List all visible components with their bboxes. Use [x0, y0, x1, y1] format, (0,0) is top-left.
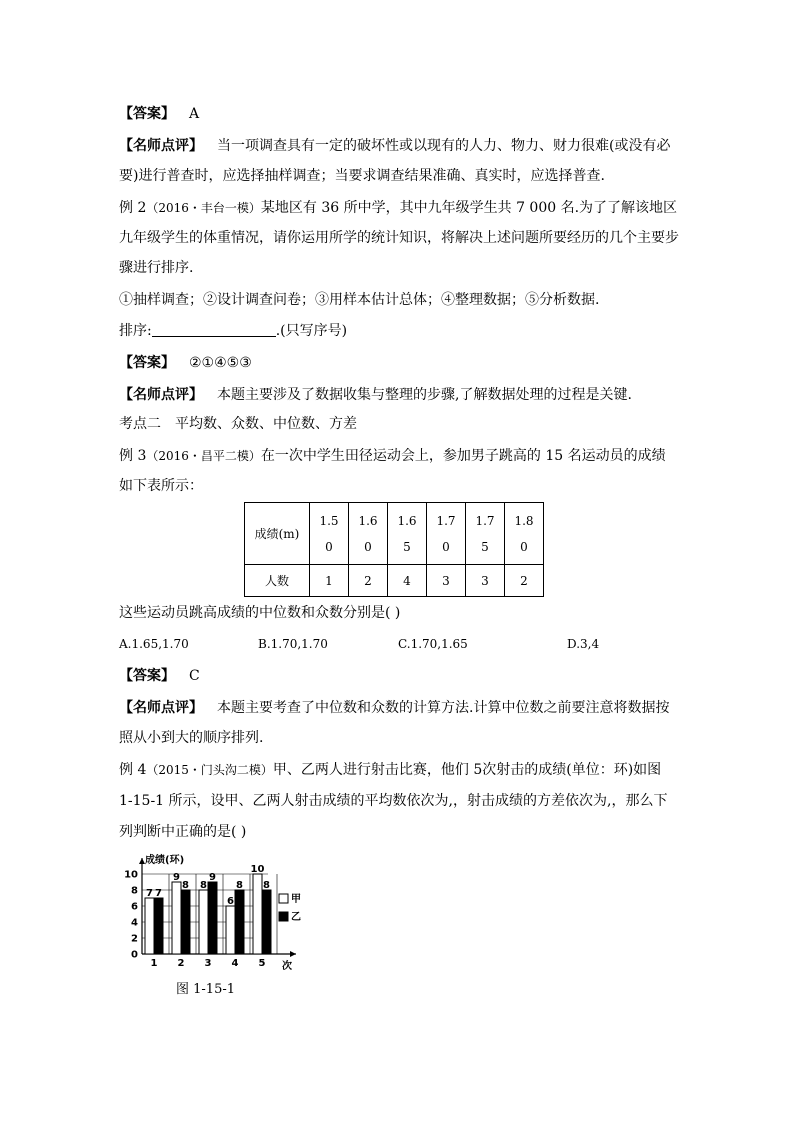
comment-tag: 【名师点评】 [119, 387, 203, 403]
count-cell: 1 [310, 565, 349, 597]
comment-2 [119, 385, 632, 405]
example-source: （2016・丰台一模） [146, 201, 261, 215]
score-row [245, 503, 544, 565]
x-tick-label: 3 [204, 958, 212, 969]
example-3-question: 这些运动员跳高成绩的中位数和众数分别是( ) [119, 605, 401, 621]
score-cell: 1.5 0 [310, 503, 349, 565]
x-tick-label: 2 [177, 958, 185, 969]
bar-jia [199, 890, 208, 954]
y-axis-label: 成绩(环) [145, 855, 185, 866]
example-label: 例 3 [119, 448, 147, 464]
count-header: 人数 [245, 565, 310, 597]
legend-swatch [279, 894, 288, 903]
section-heading [119, 414, 357, 434]
example-source: （2015・门头沟二模） [146, 763, 273, 777]
order-blank [152, 322, 276, 337]
option-a: A.1.65,1.70 [119, 637, 189, 651]
answer-1 [119, 104, 199, 124]
example-3-line-2: 如下表所示： [119, 478, 203, 494]
x-axis-label: 次 [282, 961, 292, 970]
example-label: 例 2 [119, 200, 147, 216]
bar-jia [253, 874, 262, 954]
example-2-line-2: 九年级学生的体重情况，请你运用所学的统计知识，将解决上述问题所要经历的几个主要步 [119, 230, 679, 246]
x-axis-arrow [290, 951, 296, 957]
comment-tag: 【名师点评】 [119, 700, 203, 716]
bar-jia [172, 882, 181, 954]
answer-value: C [189, 668, 200, 684]
option-d: D.3,4 [567, 637, 600, 651]
example-2-line-1 [119, 198, 677, 218]
bar-yi [235, 890, 244, 954]
count-cell: 3 [427, 565, 466, 597]
example-4-line-2: 1-15-1 所示，设甲、乙两人射击成绩的平均数依次为,，射击成绩的方差依次为,，那么下 [119, 793, 668, 809]
score-table [244, 502, 544, 597]
answer-value: ②①④⑤③ [189, 355, 252, 371]
count-cell: 2 [505, 565, 544, 597]
score-cell: 1.7 0 [427, 503, 466, 565]
example-4-line-3: 列判断中正确的是( ) [119, 824, 247, 840]
order-hint: .(只写序号) [275, 323, 348, 339]
score-cell: 1.8 0 [505, 503, 544, 565]
data-label: 8 [182, 880, 189, 891]
comment-1-line-1 [119, 136, 670, 156]
legend-label: 乙 [291, 912, 301, 923]
data-label: 8 [263, 880, 270, 891]
comment-text: 本题主要考查了中位数和众数的计算方法.计算中位数之前要注意将数据按 [217, 700, 670, 716]
answer-value: A [189, 106, 200, 122]
bar-jia [145, 898, 154, 954]
example-4-line-1 [119, 760, 661, 780]
x-tick-label: 5 [258, 958, 266, 969]
score-cell: 1.6 0 [349, 503, 388, 565]
data-label: 8 [236, 880, 243, 891]
bar-yi [181, 890, 190, 954]
example-text: 甲、乙两人进行射击比赛，他们 5次射击的成绩(单位：环)如图 [272, 762, 662, 778]
answer-3 [119, 666, 200, 686]
answer-tag: 【答案】 [119, 355, 175, 371]
count-row [245, 565, 544, 597]
example-2-line-3: 骤进行排序. [119, 260, 194, 276]
example-source: （2016・昌平二模） [146, 449, 261, 463]
example-2-steps: ①抽样调查；②设计调查问卷；③用样本估计总体；④整理数据；⑤分析数据. [119, 292, 600, 308]
legend-label: 甲 [291, 894, 301, 905]
example-2-order [119, 321, 347, 341]
data-label: 9 [209, 872, 216, 883]
comment-3-line-1 [119, 698, 669, 718]
example-text: 在一次中学生田径运动会上，参加男子跳高的 15 名运动员的成绩 [260, 448, 666, 464]
y-tick-label: 4 [131, 917, 138, 929]
answer-tag: 【答案】 [119, 106, 175, 122]
comment-tag: 【名师点评】 [119, 138, 203, 154]
y-tick-label: 0 [131, 949, 138, 961]
option-c: C.1.70,1.65 [398, 637, 468, 651]
data-label: 10 [250, 864, 265, 875]
count-cell: 3 [466, 565, 505, 597]
order-label: 排序: [119, 323, 152, 339]
x-tick-label: 4 [231, 958, 239, 969]
count-cell: 4 [388, 565, 427, 597]
example-text: 某地区有 36 所中学，其中九年级学生共 7 000 名.为了了解该地区 [260, 200, 678, 216]
bar-yi [154, 898, 163, 954]
bar-jia [226, 906, 235, 954]
bar-yi [262, 890, 271, 954]
section-title: 平均数、众数、中位数、方差 [175, 416, 357, 432]
y-tick-label: 6 [131, 901, 138, 913]
comment-text: 当一项调查具有一定的破坏性或以现有的人力、物力、财力很难(或没有必 [217, 138, 671, 154]
data-label: 6 [227, 896, 234, 907]
data-label: 9 [173, 872, 180, 883]
section-label: 考点二 [119, 416, 161, 432]
score-cell: 1.6 5 [388, 503, 427, 565]
example-label: 例 4 [119, 762, 147, 778]
count-cell: 2 [349, 565, 388, 597]
score-header: 成绩(m) [245, 503, 310, 565]
answer-2 [119, 353, 252, 373]
y-tick-label: 8 [131, 885, 138, 897]
data-label: 7 [155, 888, 162, 899]
example-3-line-1 [119, 446, 666, 466]
comment-1-line-2: 要)进行普查时，应选择抽样调查；当要求调查结果准确、真实时，应选择普查. [119, 168, 605, 184]
legend-swatch [279, 912, 288, 921]
comment-text: 本题主要涉及了数据收集与整理的步骤,了解数据处理的过程是关键. [217, 387, 632, 403]
y-tick-label: 10 [124, 869, 138, 881]
y-tick-label: 2 [131, 933, 138, 945]
data-label: 8 [200, 880, 207, 891]
option-b: B.1.70,1.70 [258, 637, 328, 651]
x-tick-label: 1 [150, 958, 158, 969]
score-cell: 1.7 5 [466, 503, 505, 565]
figure-caption: 图 1-15-1 [176, 982, 236, 997]
bar-yi [208, 882, 217, 954]
data-label: 7 [146, 888, 153, 899]
score-bar-chart [118, 852, 318, 970]
comment-3-line-2: 照从小到大的顺序排列. [119, 730, 264, 746]
answer-tag: 【答案】 [119, 668, 175, 684]
